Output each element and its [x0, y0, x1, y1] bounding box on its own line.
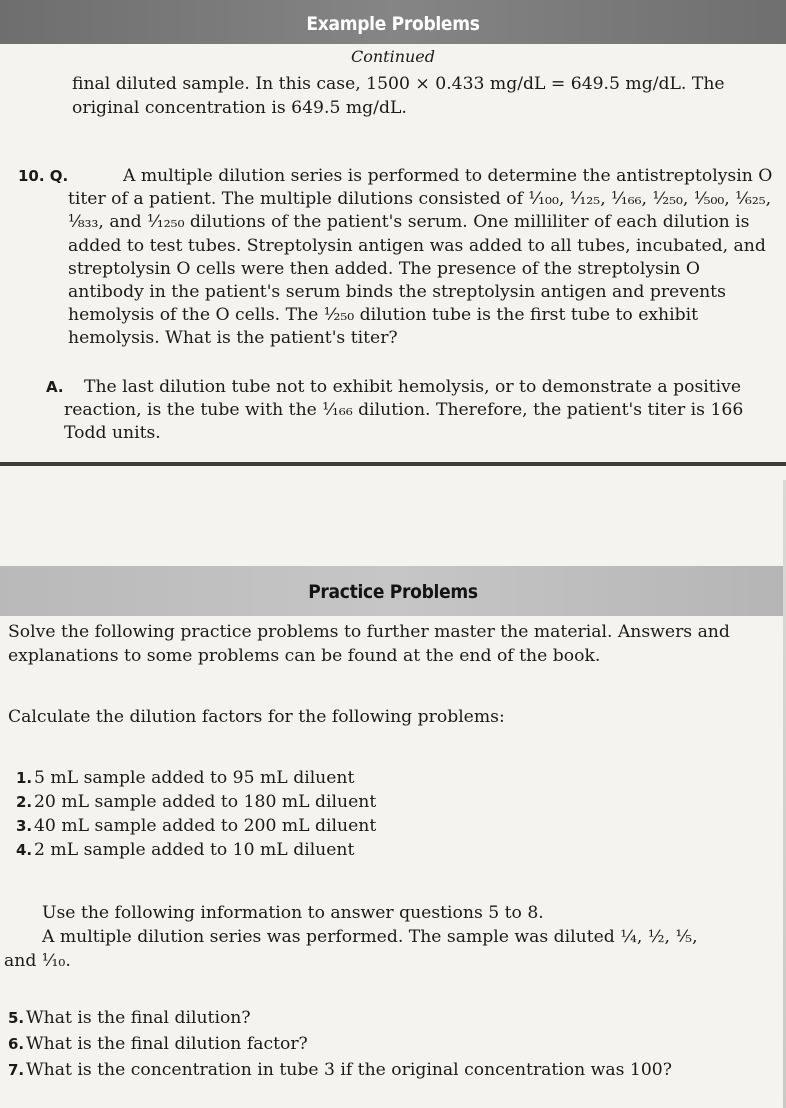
- example-problems-banner: [0, 0, 786, 44]
- list-item: 5. What is the final dilution?: [8, 1008, 251, 1028]
- answer-label: A.: [46, 378, 64, 396]
- multiple-dilution-questions: [8, 1005, 672, 1083]
- practice-instruction: Calculate the dilution factors for the following problems:: [8, 707, 505, 727]
- info-line-2: A multiple dilution series was performed. The sample was diluted ¼, ½, ⅕,: [42, 927, 698, 947]
- practice-problems-banner: [0, 566, 786, 616]
- question-text: A multiple dilution series is performed to determine the antistreptolysin O titer of a patient. The multiple dilutions consisted of ¹⁄₁₀₀, ¹⁄₁₂₅, ¹⁄₁₆₆, ¹⁄₂₅₀, ¹⁄₅₀₀, ¹⁄₆₂₅, ¹⁄₈₃₃, and ¹⁄₁₂₅₀ dilutions of the patient's serum. One milliliter of each dilution is added to test tubes. Streptolysin antigen was added to all tubes, incubated, and streptolysin O cells were then added. The presence of the streptolysin O antibody in the patient's serum binds the streptolysin antigen and prevents hemolysis of the O cells. The ¹⁄₂₅₀ dilution tube is the first tube to exhibit hemolysis. What is the patient's titer?: [68, 166, 773, 349]
- list-item: 1. 5 mL sample added to 95 mL diluent: [16, 768, 355, 788]
- practice-problems-heading: Practice Problems: [308, 581, 478, 603]
- answer-text: The last dilution tube not to exhibit hemolysis, or to demonstrate a positive reaction, is the tube with the ¹⁄₁₆₆ dilution. Therefore, the patient's titer is 166 Todd units.: [64, 377, 744, 444]
- list-item: 7. What is the concentration in tube 3 if the original concentration was 100?: [8, 1060, 672, 1080]
- example-problems-heading: Example Problems: [306, 13, 480, 35]
- list-item: 3. 40 mL sample added to 200 mL diluent: [16, 816, 377, 836]
- list-item: 4. 2 mL sample added to 10 mL diluent: [16, 840, 355, 860]
- info-line-3: and ¹⁄₁₀.: [4, 951, 71, 971]
- list-item: 6. What is the final dilution factor?: [8, 1034, 308, 1054]
- continued-label: Continued: [350, 47, 436, 66]
- example-answer: [46, 376, 774, 446]
- section-divider: [0, 462, 786, 466]
- info-line-1: Use the following information to answer questions 5 to 8.: [42, 903, 544, 923]
- list-item: 2. 20 mL sample added to 180 mL diluent: [16, 792, 377, 812]
- practice-intro: Solve the following practice problems to further master the material. Answers and explanations to some problems can be found at the end of the book.: [8, 622, 730, 666]
- carryover-paragraph: final diluted sample. In this case, 1500 × 0.433 mg/dL = 649.5 mg/dL. The original concentration is 649.5 mg/dL.: [72, 74, 725, 118]
- question-label: 10. Q.: [18, 167, 69, 185]
- example-question: [18, 165, 776, 351]
- dilution-factor-problems: [16, 766, 376, 862]
